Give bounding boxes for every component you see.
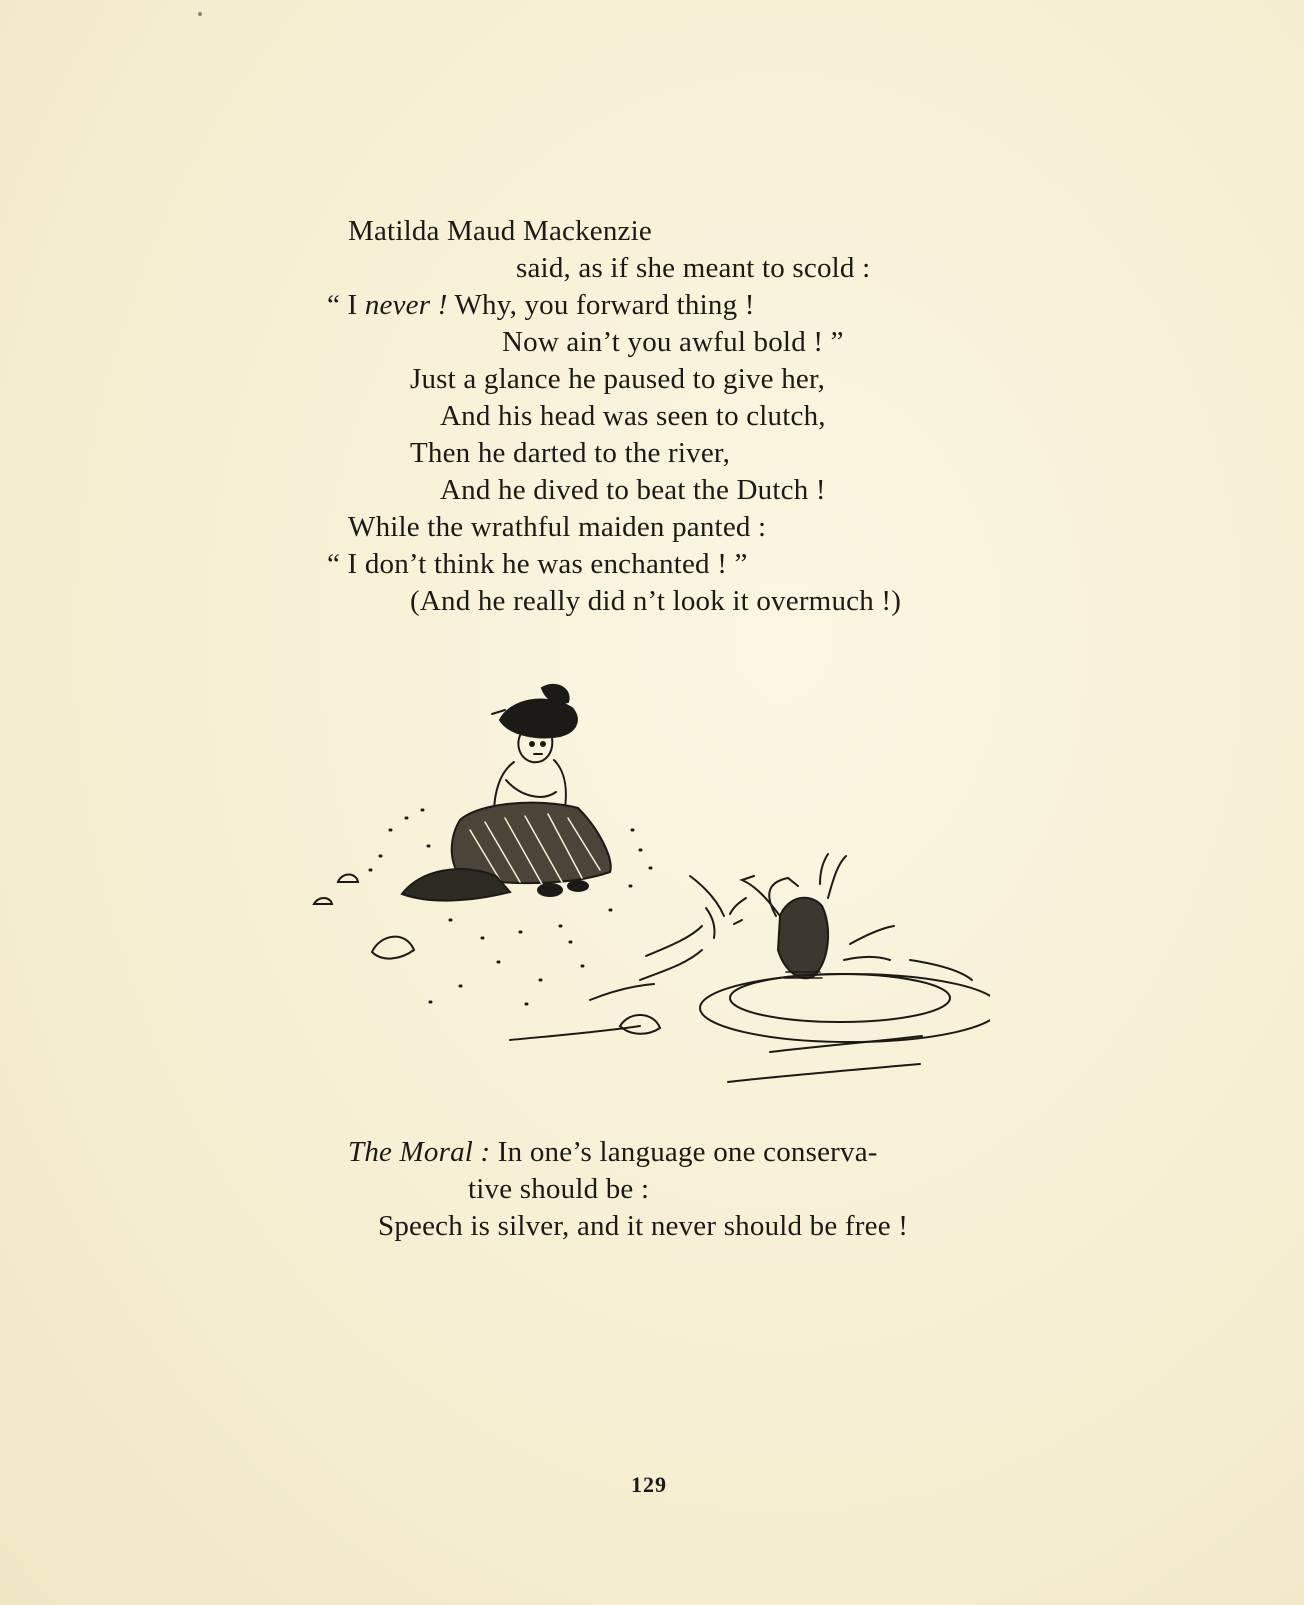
poem-line-4: Now ain’t you awful bold ! ”	[502, 326, 844, 358]
poem-line-3-rest: Why, you forward thing !	[447, 289, 755, 321]
moral-label: The Moral :	[348, 1136, 491, 1168]
poem-line-3-open: “ I	[327, 289, 365, 321]
poem-line-9: While the wrathful maiden panted :	[348, 511, 767, 543]
page-number: 129	[631, 1472, 667, 1497]
poem-line-7: Then he darted to the river,	[410, 437, 731, 469]
poem-line-5: Just a glance he paused to give her,	[410, 363, 826, 395]
poem-line-8: And he dived to beat the Dutch !	[440, 474, 826, 506]
maiden-and-frog-drawing-icon	[310, 680, 990, 1130]
moral-line-2: tive should be :	[468, 1173, 650, 1205]
poem-line-2: said, as if she meant to scold :	[516, 252, 871, 284]
moral-line-1-text: In one’s language one conserva-	[490, 1136, 878, 1168]
paper-speck	[198, 12, 202, 16]
moral-line-1	[348, 1134, 878, 1170]
poem-line-6: And his head was seen to clutch,	[440, 400, 826, 432]
poem-line-1: Matilda Maud Mackenzie	[348, 215, 652, 247]
poem-line-3	[327, 287, 755, 323]
poem-line-10: “ I don’t think he was enchanted ! ”	[327, 548, 748, 580]
drawing-strokes	[314, 685, 990, 1082]
poem-line-11: (And he really did n’t look it overmuch !)	[410, 585, 902, 617]
poem-line-3-emphasis: never !	[364, 289, 448, 321]
moral-line-3: Speech is silver, and it never should be free !	[378, 1210, 909, 1242]
